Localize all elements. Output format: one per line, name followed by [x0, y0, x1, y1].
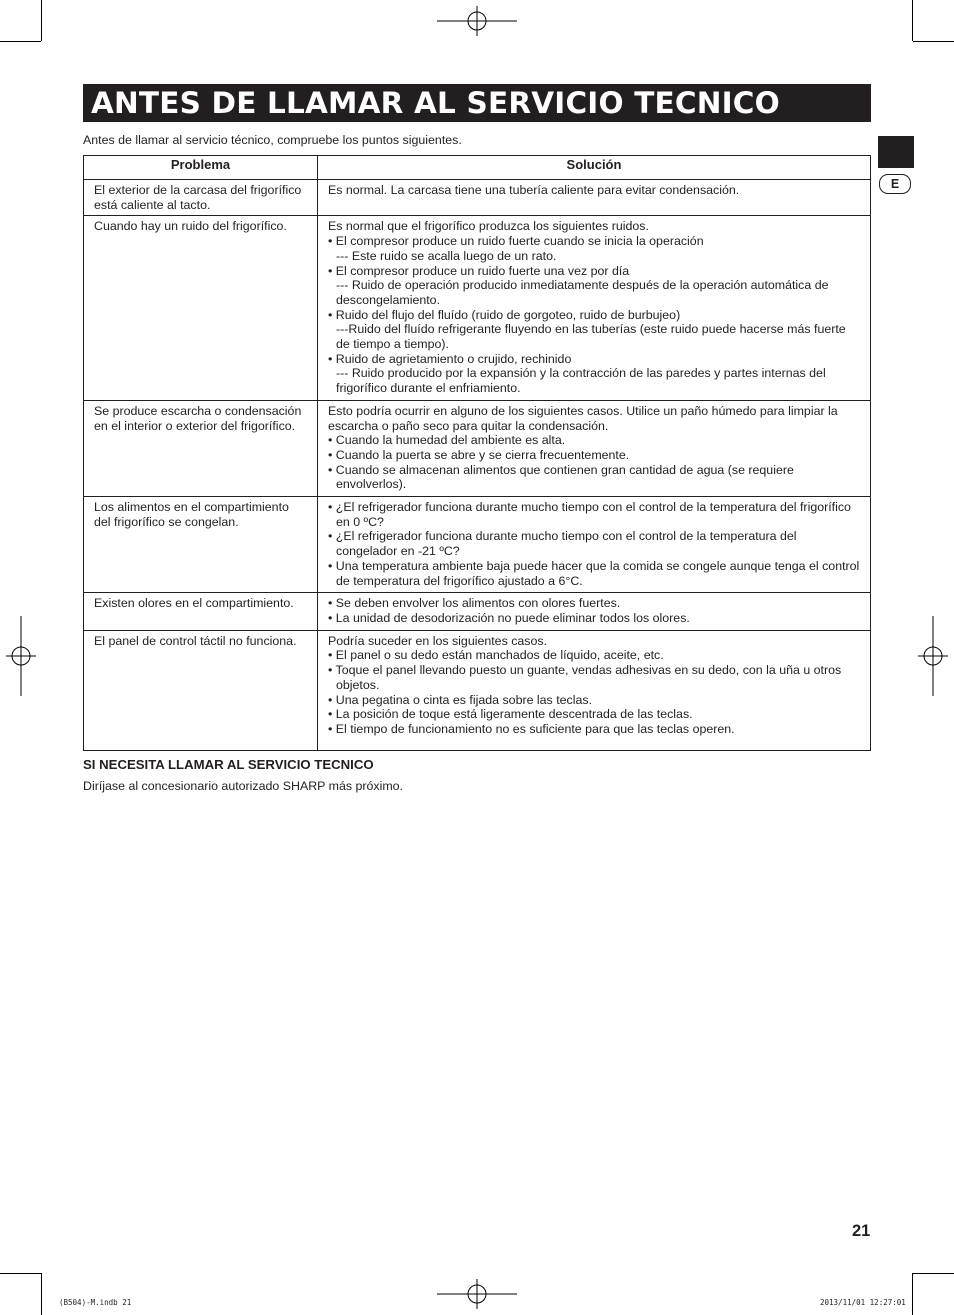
solution-bullet: • Toque el panel llevando puesto un guante, vendas adhesivas en su dedo, con la uña u otros objetos. — [328, 663, 842, 692]
registration-mark-icon — [918, 616, 948, 696]
service-text: Diríjase al concesionario autorizado SHARP más próximo. — [83, 779, 404, 793]
registration-mark-icon — [437, 1279, 517, 1309]
solution-cell — [318, 216, 871, 400]
crop-mark — [913, 1273, 954, 1274]
crop-mark — [41, 1273, 42, 1315]
table-header-row — [84, 156, 871, 180]
solution-sub-note: --- Ruido de operación producido inmediatamente después de la operación automática de descongelamiento. — [336, 278, 829, 307]
service-heading: SI NECESITA LLAMAR AL SERVICIO TECNICO — [83, 757, 374, 772]
crop-mark — [912, 1273, 913, 1315]
solution-intro: Es normal. La carcasa tiene una tubería caliente para evitar condensación. — [328, 183, 740, 197]
solution-sub-note: --- Este ruido se acalla luego de un rato. — [336, 248, 557, 263]
solution-bullet: • Una temperatura ambiente baja puede hacer que la comida se congele aunque tenga el control de temperatura del frigorífico ajustado a 6°C. — [328, 558, 860, 588]
table-row — [84, 497, 871, 593]
solution-bullet: • Se deben envolver los alimentos con olores fuertes. — [328, 596, 621, 611]
solution-intro: Podría suceder en los siguientes casos. — [328, 633, 548, 648]
crop-mark — [41, 0, 42, 41]
solution-bullet: • El panel o su dedo están manchados de líquido, aceite, etc. — [328, 648, 664, 663]
solution-bullet: • Ruido de agrietamiento o crujido, rechinido — [328, 351, 572, 366]
print-slug-file: (B504)-M.indb 21 — [59, 1298, 132, 1307]
problem-cell: Existen olores en el compartimiento. — [84, 593, 318, 630]
solution-bullet: • El tiempo de funcionamiento no es suficiente para que las teclas operen. — [328, 721, 735, 736]
table-row — [84, 400, 871, 496]
intro-text: Antes de llamar al servicio técnico, compruebe los puntos siguientes. — [83, 133, 462, 147]
side-tab — [878, 136, 914, 168]
crop-mark — [913, 41, 954, 42]
crop-mark — [0, 1273, 41, 1274]
registration-mark-icon — [6, 616, 36, 696]
solution-cell — [318, 593, 871, 630]
crop-mark — [0, 41, 41, 42]
table-row — [84, 216, 871, 400]
solution-bullet: • Cuando se almacenan alimentos que contienen gran cantidad de agua (se requiere envolverlos). — [328, 462, 794, 492]
solution-cell — [318, 400, 871, 496]
solution-intro: Es normal que el frigorífico produzca los siguientes ruidos. — [328, 219, 649, 234]
problem-cell: Los alimentos en el compartimiento del frigorífico se congelan. — [84, 497, 318, 593]
problem-cell: El panel de control táctil no funciona. — [84, 630, 318, 750]
title-bar — [83, 84, 871, 122]
table-row — [84, 593, 871, 630]
column-header-solution: Solución — [318, 156, 871, 180]
language-badge: E — [879, 174, 911, 194]
solution-intro: Esto podría ocurrir en alguno de los siguientes casos. Utilice un paño húmedo para limpiar la escarcha o paño seco para quitar la condensación. — [328, 403, 838, 433]
solution-bullet: • El compresor produce un ruido fuerte una vez por día — [328, 263, 630, 278]
page-number: 21 — [852, 1222, 871, 1240]
print-slug-date: 2013/11/01 12:27:01 — [820, 1298, 906, 1307]
problem-cell: Se produce escarcha o condensación en el interior o exterior del frigorífico. — [84, 400, 318, 496]
solution-sub-note: --- Ruido producido por la expansión y la contracción de las paredes y partes internas del frigorífico durante el enfriamiento. — [336, 366, 826, 396]
solution-cell — [318, 180, 871, 216]
registration-mark-icon — [437, 6, 517, 36]
problem-cell: Cuando hay un ruido del frigorífico. — [84, 216, 318, 400]
solution-bullet: • El compresor produce un ruido fuerte cuando se inicia la operación — [328, 234, 704, 249]
table-row — [84, 630, 871, 750]
solution-bullet: • Ruido del flujo del fluído (ruido de gorgoteo, ruido de burbujeo) — [328, 307, 681, 322]
column-header-problem: Problema — [84, 156, 318, 180]
table-row — [84, 180, 871, 216]
solution-bullet: • Cuando la humedad del ambiente es alta. — [328, 433, 566, 448]
solution-bullet: • ¿El refrigerador funciona durante mucho tiempo con el control de la temperatura del congelador en -21 ºC? — [328, 529, 797, 559]
solution-bullet: • ¿El refrigerador funciona durante mucho tiempo con el control de la temperatura del frigorífico en 0 ºC? — [328, 500, 851, 529]
solution-bullet: • Cuando la puerta se abre y se cierra frecuentemente. — [328, 447, 630, 462]
problem-cell: El exterior de la carcasa del frigorífico está caliente al tacto. — [84, 180, 318, 216]
page-title: ANTES DE LLAMAR AL SERVICIO TECNICO — [91, 86, 780, 120]
solution-bullet: • Una pegatina o cinta es fijada sobre las teclas. — [328, 692, 593, 707]
solution-cell — [318, 497, 871, 593]
solution-bullet: • La posición de toque está ligeramente descentrada de las teclas. — [328, 707, 693, 722]
solution-bullet: • La unidad de desodorización no puede eliminar todos los olores. — [328, 610, 690, 625]
solution-cell — [318, 630, 871, 750]
solution-sub-note: ---Ruido del fluído refrigerante fluyendo en las tuberías (este ruido puede hacerse más fuerte de tiempo a tiempo). — [336, 322, 846, 352]
troubleshooting-table — [83, 155, 871, 751]
crop-mark — [912, 0, 913, 41]
